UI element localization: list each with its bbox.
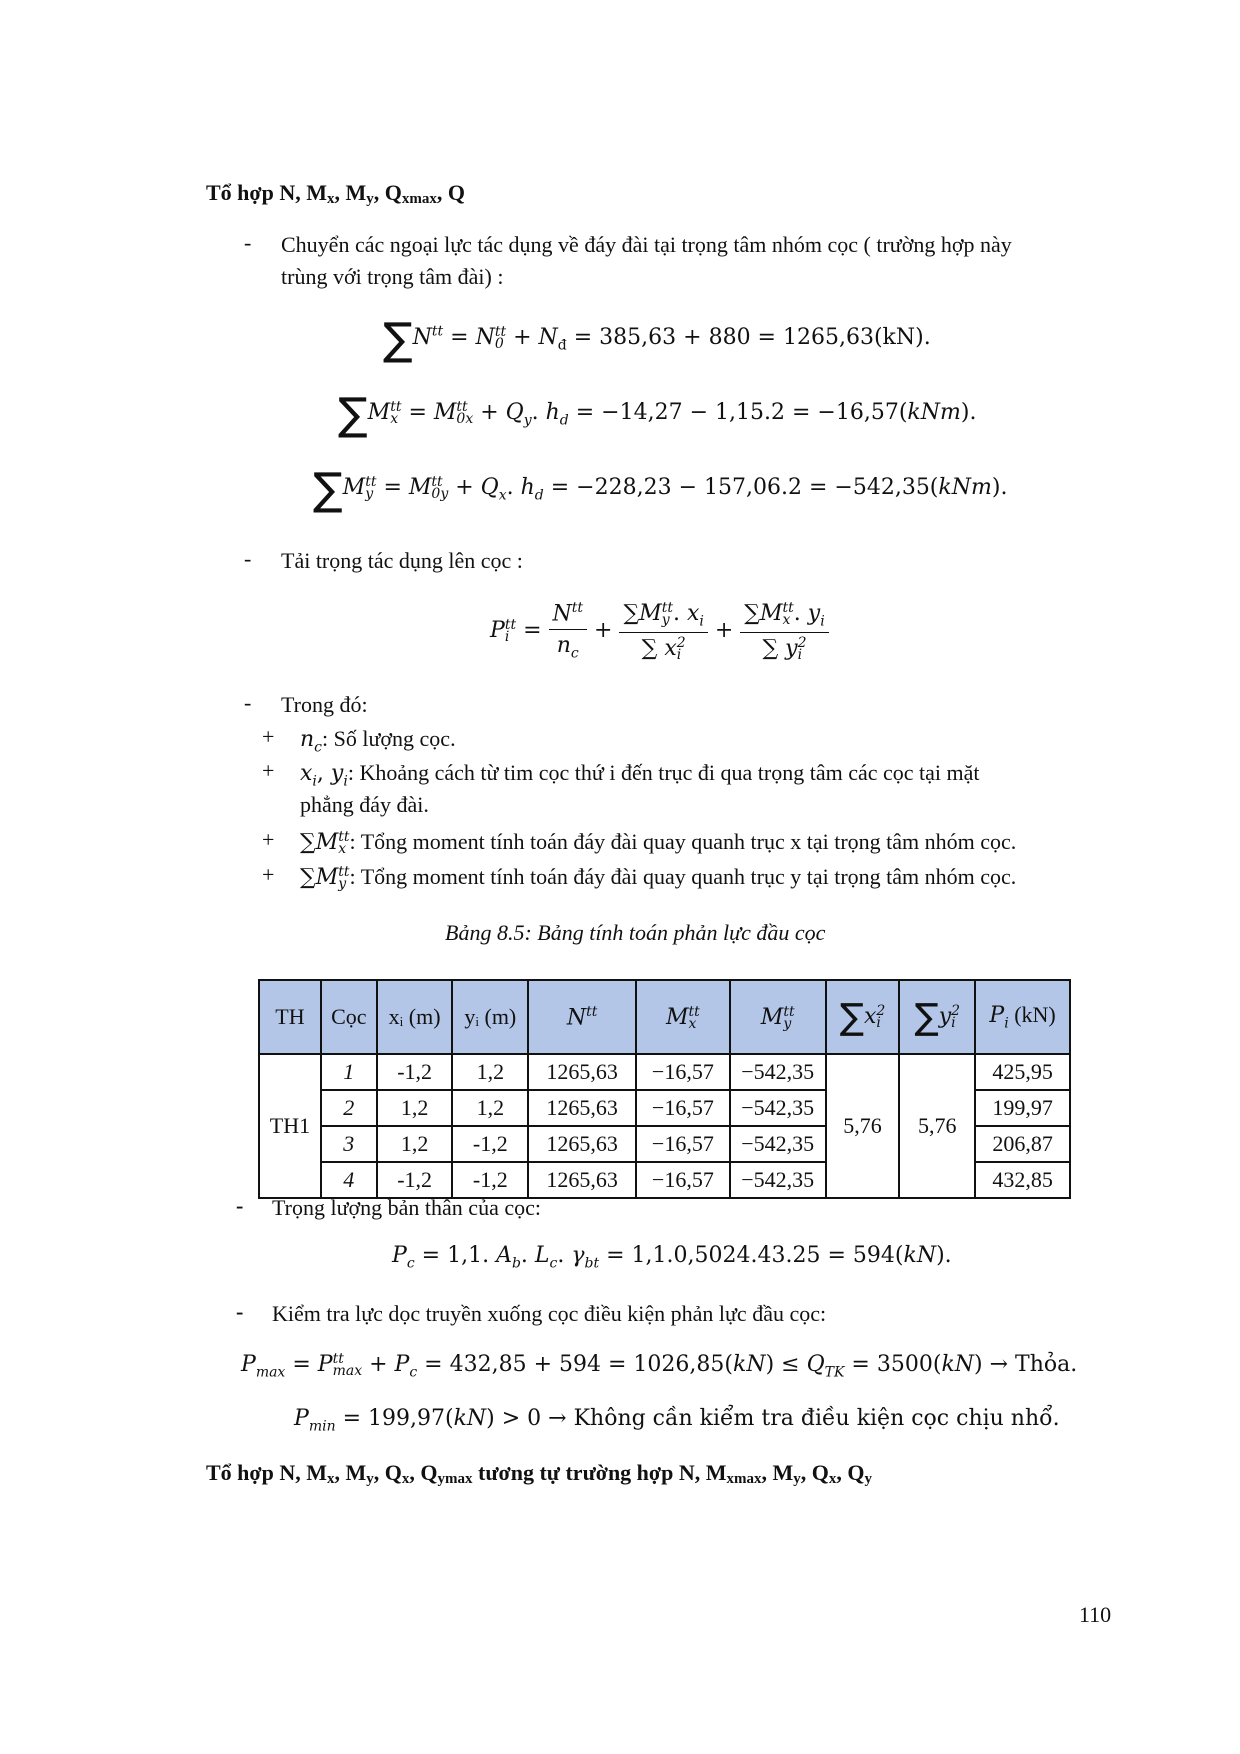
equation-pile-reaction: P tt i = $\frac{N^{tt}}{n_c}$ + ∑M tt y . $x_i$ ∑ x 2 i + ∑M tt x . $y_i$ ∑ y 2 i xyxy=(490,600,829,662)
list-plus: + xyxy=(262,827,275,852)
paragraph-line: Kiểm tra lực dọc truyền xuống cọc điều kiện phản lực đầu cọc: xyxy=(272,1301,827,1326)
cell-y: -1,2 xyxy=(452,1162,528,1198)
cell-mx: −16,57 xyxy=(636,1090,730,1126)
bullet-item: $n_c$: Số lượng cọc. xyxy=(300,726,456,756)
header-coc: Cọc xyxy=(321,980,377,1054)
heading1-text-q: , Q xyxy=(373,180,402,205)
heading1-text: Tổ hợp N, M xyxy=(206,180,327,205)
cell-x: 1,2 xyxy=(377,1090,453,1126)
cell-sum-x2: 5,76 xyxy=(826,1054,900,1198)
bullet-item: ∑M tt y : Tổng moment tính toán đáy đài quay quanh trục y tại trọng tâm nhóm cọc. xyxy=(300,864,1017,892)
paragraph-line: Tải trọng tác dụng lên cọc : xyxy=(281,548,523,573)
cell-p: 199,97 xyxy=(975,1090,1070,1126)
list-plus: + xyxy=(262,758,275,783)
table-header-row xyxy=(259,980,1070,1054)
cell-p: 432,85 xyxy=(975,1162,1070,1198)
cell-my: −542,35 xyxy=(730,1054,826,1090)
heading1-text-q2: , Q xyxy=(436,180,465,205)
table-caption: Bảng 8.5: Bảng tính toán phản lực đầu cọc xyxy=(445,920,826,945)
equation-sum-n: $\sum N^{tt} = N$ tt 0 + $N_đ = 385,63 + 880 = 1265,63(kN)$. xyxy=(383,314,931,365)
eq2-end: ). xyxy=(960,400,977,425)
cell-group: TH1 xyxy=(259,1054,321,1198)
cell-y: 1,2 xyxy=(452,1090,528,1126)
paragraph-line: Chuyển các ngoại lực tác dụng về đáy đài tại trọng tâm nhóm cọc ( trường hợp này xyxy=(281,232,1012,257)
list-plus: + xyxy=(262,724,275,749)
list-dash: - xyxy=(244,546,252,571)
cell-mx: −16,57 xyxy=(636,1054,730,1090)
cell-coc: 3 xyxy=(321,1126,377,1162)
bullet-item-cont: phẳng đáy đài. xyxy=(300,792,429,817)
header-th: TH xyxy=(259,980,321,1054)
cell-x: -1,2 xyxy=(377,1162,453,1198)
eq2-rhs: = −14,27 − 1,15.2 = −16,57( xyxy=(575,400,908,425)
cell-coc: 1 xyxy=(321,1054,377,1090)
cell-y: -1,2 xyxy=(452,1126,528,1162)
heading1-text-my: , M xyxy=(334,180,367,205)
list-dash: - xyxy=(244,690,252,715)
cell-coc: 2 xyxy=(321,1090,377,1126)
cell-x: 1,2 xyxy=(377,1126,453,1162)
bullet-item: $x_i$, $y_i$: Khoảng cách từ tim cọc thứ i đến trục đi qua trọng tâm các cọc tại mặt xyxy=(300,760,980,790)
header-pi: $P_i$ (kN) xyxy=(975,980,1070,1054)
header-sum-x2: ∑x 2 i xyxy=(826,980,900,1054)
cell-n: 1265,63 xyxy=(528,1162,636,1198)
eq3-rhs: = −228,23 − 157,06.2 = −542,35( xyxy=(550,475,939,500)
eq3-unit: kNm xyxy=(938,475,992,500)
cell-my: −542,35 xyxy=(730,1090,826,1126)
paragraph-line: trùng với trọng tâm đài) : xyxy=(281,264,504,289)
bullet-item: ∑M tt x : Tổng moment tính toán đáy đài quay quanh trục x tại trọng tâm nhóm cọc. xyxy=(300,829,1017,857)
paragraph-line: Trong đó: xyxy=(281,692,368,717)
eq1-rhs: = 385,63 + 880 = 1265,63(kN). xyxy=(573,325,931,350)
header-xi: xᵢ (m) xyxy=(377,980,453,1054)
cell-p: 206,87 xyxy=(975,1126,1070,1162)
header-yi: yᵢ (m) xyxy=(452,980,528,1054)
list-dash: - xyxy=(236,1193,244,1218)
cell-mx: −16,57 xyxy=(636,1126,730,1162)
eq3-end: ). xyxy=(991,475,1008,500)
section-heading-1 xyxy=(206,180,465,208)
cell-my: −542,35 xyxy=(730,1162,826,1198)
list-plus: + xyxy=(262,862,275,887)
cell-x: -1,2 xyxy=(377,1054,453,1090)
cell-n: 1265,63 xyxy=(528,1090,636,1126)
equation-pile-weight: $P_c = 1,1$. $A_b$. $L_c$. $\gamma_{bt} = 1,1.0,5024.43.25 = 594(kN)$. xyxy=(392,1243,952,1272)
list-dash: - xyxy=(236,1299,244,1324)
heading1-sub-x: x xyxy=(326,191,335,207)
cell-coc: 4 xyxy=(321,1162,377,1198)
table-row xyxy=(259,1054,1070,1090)
cell-p: 425,95 xyxy=(975,1054,1070,1090)
eq2-unit: kNm xyxy=(907,400,961,425)
cell-my: −542,35 xyxy=(730,1126,826,1162)
cell-n: 1265,63 xyxy=(528,1054,636,1090)
equation-sum-my: ∑M tt y = M tt 0y + $Q_x$. $h_d = -228,23 - 157,06.2 = -542,35(kNm)$. xyxy=(313,464,1008,515)
equation-pmax: $P_{max} = P$ tt max + $P_c = 432,85 + 594 = 1026,85(kN) \le Q_{TK} = 3500(kN)$ → Thỏa. xyxy=(241,1351,1078,1381)
cell-y: 1,2 xyxy=(452,1054,528,1090)
cell-n: 1265,63 xyxy=(528,1126,636,1162)
cell-mx: −16,57 xyxy=(636,1162,730,1198)
header-my: M tt y xyxy=(730,980,826,1054)
section-heading-2: Tổ hợp N, $M_x$, $M_y$, $Q_x$, $Q_{ymax}$ tương tự trường hợp N, $M_{xmax}$, $M_y$, $Q_x$, $Q_y$ xyxy=(206,1460,873,1487)
equation-pmin: $P_{min} = 199,97(kN) > 0$ → Không cần kiểm tra điều kiện cọc chịu nhổ. xyxy=(294,1406,1060,1435)
paragraph-line: Trọng lượng bản thân của cọc: xyxy=(272,1195,541,1220)
pile-reaction-table xyxy=(258,979,1071,1199)
equation-sum-mx: ∑M tt x = M tt 0x + $Q_y$. $h_d = -14,27 - 1,15.2 = -16,57(kNm)$. xyxy=(338,389,977,440)
heading1-sub-xmax: xmax xyxy=(401,191,437,207)
page-number: 110 xyxy=(1079,1602,1112,1627)
heading1-sub-y: y xyxy=(366,191,374,207)
header-mx: M tt x xyxy=(636,980,730,1054)
header-sum-y2: ∑y 2 i xyxy=(899,980,975,1054)
cell-sum-y2: 5,76 xyxy=(899,1054,975,1198)
header-ntt: $N^{tt}$ xyxy=(528,980,636,1054)
list-dash: - xyxy=(244,230,252,255)
